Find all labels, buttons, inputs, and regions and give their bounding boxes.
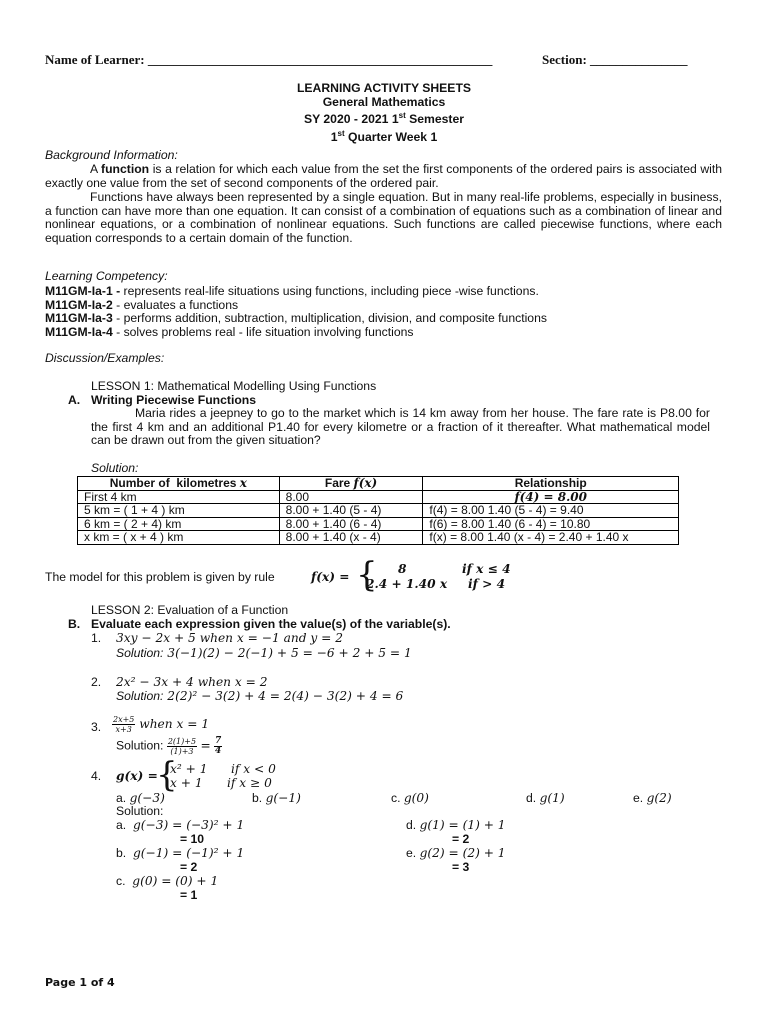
model-fx: f(x) =	[311, 570, 350, 584]
title-line-4: 1st Quarter Week 1	[330, 128, 438, 144]
competency-heading: Learning Competency:	[45, 269, 168, 283]
table-cell: 5 km = ( 1 + 4 ) km	[78, 504, 280, 518]
question-4-cond-2: if x ≥ 0	[227, 776, 272, 790]
section-field	[542, 53, 688, 67]
model-case-1-cond: if x ≤ 4	[462, 562, 511, 576]
solution-e-answer: = 3	[452, 860, 470, 874]
document-title-block	[234, 82, 534, 144]
solution-c: c. g(0) = (0) + 1	[116, 874, 219, 888]
question-4-fx: g(x) =	[116, 769, 158, 783]
question-3: $\frac{2x+5}{x+3}$ when x = 1	[113, 715, 210, 734]
column-header: Fare f(x)	[279, 477, 423, 491]
fare-table	[77, 476, 679, 545]
part-a: a. g(−3)	[116, 791, 165, 805]
lesson-1-title: LESSON 1: Mathematical Modelling Using Functions	[91, 379, 377, 393]
table-cell: f(6) = 8.00 1.40 (6 - 4) = 10.80	[423, 517, 679, 531]
table-cell: First 4 km	[78, 490, 280, 504]
table-cell: f(x) = 8.00 1.40 (x - 4) = 2.40 + 1.40 x	[423, 531, 679, 545]
part-e: e. g(2)	[633, 791, 672, 805]
section-a-title: Writing Piecewise Functions	[91, 393, 257, 407]
question-1: 3xy − 2x + 5 when x = −1 and y = 2	[116, 631, 343, 645]
solution-d-answer: = 2	[452, 832, 470, 846]
left-brace-icon: {	[156, 755, 178, 795]
question-3-solution: Solution: $\frac{2(1)+5}{(1)+3}$ = $\frac{7}{4}$	[116, 736, 222, 756]
competency-item: M11GM-Ia-1 - represents real-life situations using functions, including piece -wise functions.	[45, 284, 539, 298]
table-cell: 8.00 + 1.40 (6 - 4)	[279, 517, 423, 531]
question-4-number: 4.	[91, 769, 102, 783]
background-heading: Background Information:	[45, 148, 178, 162]
solution-b: b. g(−1) = (−1)² + 1	[116, 846, 245, 860]
title-line-1: LEARNING ACTIVITY SHEETS	[296, 81, 472, 95]
table-row	[78, 517, 679, 531]
table-cell: 6 km = ( 2 + 4) km	[78, 517, 280, 531]
column-header: Number of kilometres x	[78, 477, 280, 491]
question-4-case-1: x² + 1	[170, 762, 208, 776]
table-cell: 8.00 + 1.40 (x - 4)	[279, 531, 423, 545]
lesson-2-title: LESSON 2: Evaluation of a Function	[91, 603, 289, 617]
solution-a: a. g(−3) = (−3)² + 1	[116, 818, 245, 832]
discussion-heading: Discussion/Examples:	[45, 351, 165, 365]
section-b-letter: B.	[68, 617, 81, 631]
question-2-number: 2.	[91, 675, 102, 689]
solution-e: e. g(2) = (2) + 1	[406, 846, 506, 860]
question-2: 2x² − 3x + 4 when x = 2	[116, 675, 268, 689]
table-cell: 8.00 + 1.40 (5 - 4)	[279, 504, 423, 518]
table-cell: f(4) = 8.00	[423, 490, 679, 504]
question-1-solution: Solution: 3(−1)(2) − 2(−1) + 5 = −6 + 2 + 5 = 1	[116, 646, 412, 660]
competency-item: M11GM-Ia-4 - solves problems real - life situation involving functions	[45, 324, 414, 339]
table-cell: x km = ( x + 4 ) km	[78, 531, 280, 545]
jeepney-problem: Maria rides a jeepney to go to the market which is 14 km away from her house. The fare rate is P8.00 for the first 4 km and an additional P1.40 for every kilometre or a fraction of it thereafter. What mathematical model can be drawn out from the given situation?	[91, 406, 710, 448]
background-paragraph-2: Functions have always been represented by a single equation. But in many real-life problems, especially in business, a function can have more than one equation. It can consist of a combination of equations such as a combination of linear and nonlinear equations, or a combination of nonlinear equations. Such functions are called piecewise functions, where each equation corresponds to a certain domain of the function.	[45, 190, 722, 245]
table-cell: 8.00	[279, 490, 423, 504]
title-line-2: General Mathematics	[322, 94, 446, 109]
solution-d: d. g(1) = (1) + 1	[406, 818, 506, 832]
competency-item: M11GM-Ia-2 - evaluates a functions	[45, 297, 239, 312]
question-4-cond-1: if x < 0	[231, 762, 276, 776]
page-number: Page 1 of 4	[45, 976, 115, 989]
model-case-1-expr: 8	[398, 562, 407, 576]
table-cell: f(4) = 8.00 1.40 (5 - 4) = 9.40	[423, 504, 679, 518]
part-c: c. g(0)	[391, 791, 429, 805]
model-case-2-cond: if > 4	[468, 577, 506, 591]
section-label: Section:	[542, 52, 587, 67]
part-b: b. g(−1)	[252, 791, 301, 805]
competency-item: M11GM-Ia-3 - performs addition, subtraction, multiplication, division, and composite functions	[45, 311, 547, 326]
question-4-case-2: x + 1	[170, 776, 203, 790]
section-a-letter: A.	[68, 393, 81, 407]
table-header-row	[78, 477, 679, 491]
question-3-number: 3.	[91, 720, 102, 734]
model-text: The model for this problem is given by rule	[45, 570, 275, 584]
solution-label: Solution:	[91, 461, 139, 475]
question-2-solution: Solution: 2(2)² − 3(2) + 4 = 2(4) − 3(2) + 4 = 6	[116, 689, 404, 703]
table-row	[78, 490, 679, 504]
name-of-learner-field	[45, 53, 492, 67]
section-line: _______________	[590, 52, 688, 67]
solution-b-answer: = 2	[180, 860, 198, 874]
question-1-number: 1.	[91, 631, 102, 645]
solution-c-answer: = 1	[180, 888, 198, 902]
left-brace-icon: {	[356, 555, 378, 595]
part-d: d. g(1)	[526, 791, 565, 805]
solution-label: Solution:	[116, 804, 164, 818]
model-case-2-expr: 2.4 + 1.40 x	[366, 577, 448, 591]
table-row	[78, 504, 679, 518]
table-row	[78, 531, 679, 545]
name-line: _____________________________________________________	[147, 52, 493, 67]
solution-a-answer: = 10	[180, 832, 205, 846]
title-line-3: SY 2020 - 2021 1st Semester	[303, 111, 465, 127]
background-paragraph-1: A function is a relation for which each value from the set the first components of the ordered pairs is associated with exactly one value from the set of second components of the ordered pair.	[45, 162, 722, 190]
section-b-title: Evaluate each expression given the value(s) of the variable(s).	[91, 617, 451, 631]
competency-list	[45, 285, 725, 339]
name-label: Name of Learner:	[45, 52, 145, 67]
column-header: Relationship	[423, 477, 679, 491]
